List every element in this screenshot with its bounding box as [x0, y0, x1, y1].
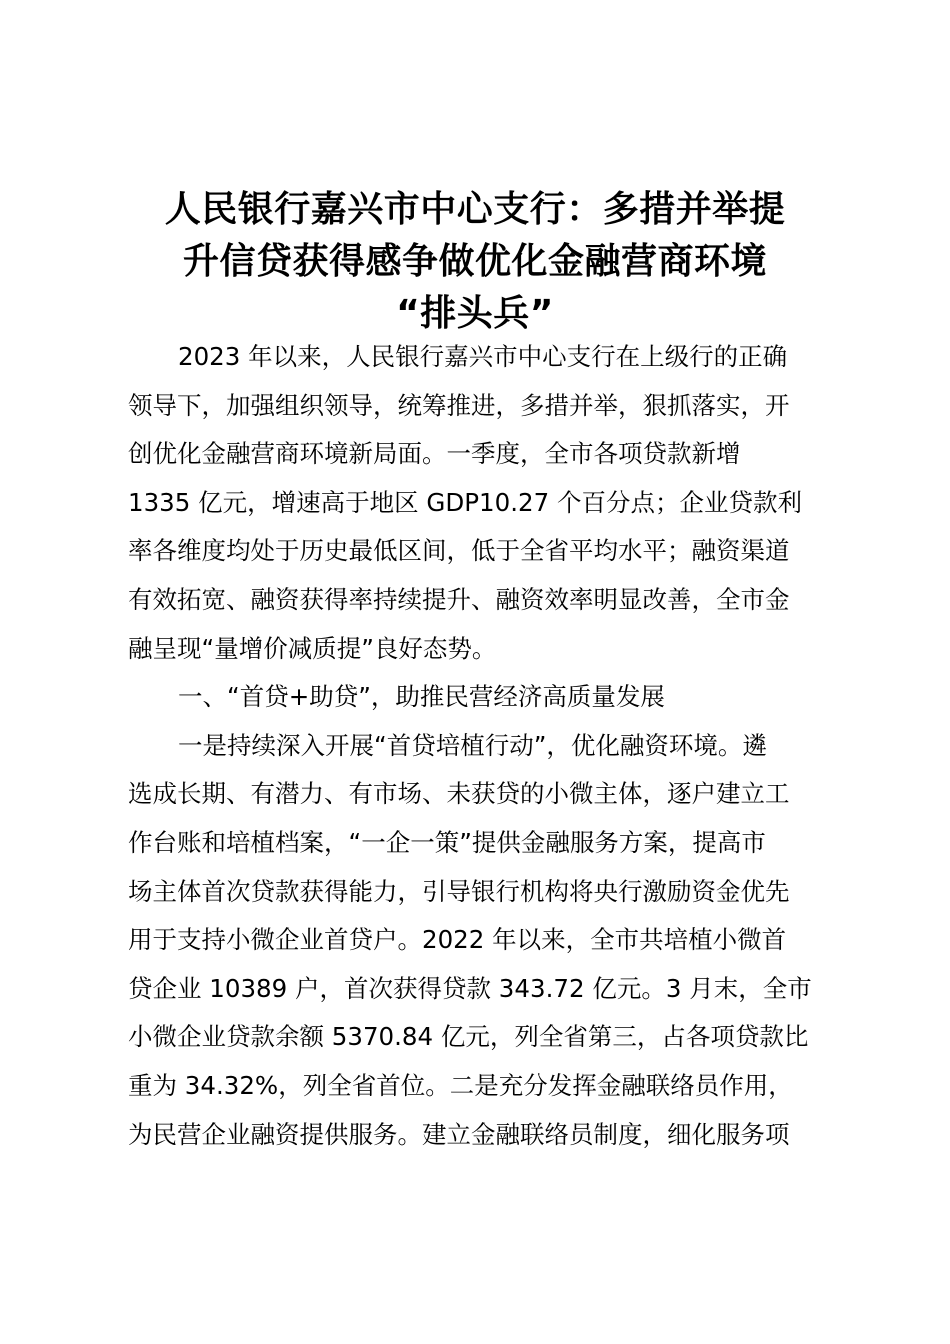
- text-line: 率各维度均处于历史最低区间，低于全省平均水平；融资渠道: [128, 536, 790, 566]
- text-line: 场主体首次贷款获得能力，引导银行机构将央行激励资金优先: [128, 876, 790, 906]
- intro-paragraph: [128, 333, 832, 673]
- title-line-2: 升信贷获得感争做优化金融营商环境: [182, 241, 767, 282]
- text-line: 选成长期、有潜力、有市场、未获贷的小微主体，逐户建立工: [128, 779, 790, 809]
- section-heading: 一、“首贷+助贷”，助推民营经济高质量发展: [178, 682, 665, 712]
- document-title: [118, 184, 832, 340]
- text-line: 用于支持小微企业首贷户。2022 年以来，全市共培植小微首: [128, 925, 787, 955]
- title-line-1: 人民银行嘉兴市中心支行：多措并举提: [164, 189, 786, 230]
- text-line: 有效拓宽、融资获得率持续提升、融资效率明显改善，全市金: [128, 584, 790, 614]
- document-body: [128, 333, 832, 1159]
- text-line: 一是持续深入开展“首贷培植行动”，优化融资环境。遴: [178, 730, 767, 760]
- text-line: 贷企业 10389 户，首次获得贷款 343.72 亿元。3 月末，全市: [128, 973, 812, 1003]
- text-line: 小微企业贷款余额 5370.84 亿元，列全省第三，占各项贷款比: [128, 1022, 809, 1052]
- text-line: 作台账和培植档案，“一企一策”提供金融服务方案，提高市: [128, 827, 766, 857]
- text-line: 1335 亿元，增速高于地区 GDP10.27 个百分点；企业贷款利: [128, 487, 802, 517]
- title-line-3: “排头兵”: [396, 293, 554, 334]
- text-line: 领导下，加强组织领导，统筹推进，多措并举，狠抓落实，开: [128, 390, 790, 420]
- text-line: 为民营企业融资提供服务。建立金融联络员制度，细化服务项: [128, 1119, 790, 1149]
- text-line: 创优化金融营商环境新局面。一季度，全市各项贷款新增: [128, 439, 741, 469]
- text-line: 融呈现“量增价减质提”良好态势。: [128, 633, 497, 663]
- text-line: 重为 34.32%，列全省首位。二是充分发挥金融联络员作用，: [128, 1070, 793, 1100]
- section-paragraph: [128, 722, 832, 1159]
- text-line: 2023 年以来，人民银行嘉兴市中心支行在上级行的正确: [178, 342, 788, 371]
